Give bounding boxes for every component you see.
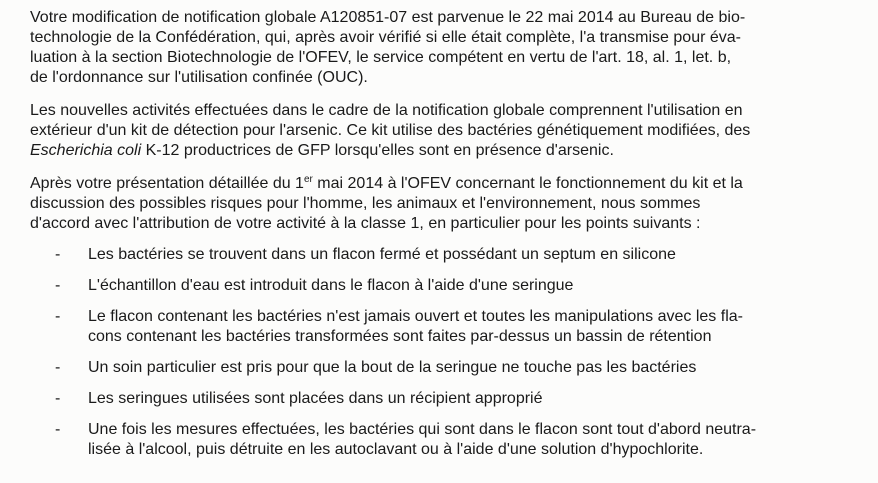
text-fragment: Après votre présentation détaillée du 1 [30,175,304,192]
text-line: Les seringues utilisées sont placées dans un récipient approprié [88,390,543,407]
text-line: Un soin particulier est pris pour que la bout de la seringue ne touche pas les bactéries [88,359,697,376]
list-item-text [88,245,870,265]
list-item [30,358,870,378]
text-line: luation à la section Biotechnologie de l'OFEV, le service compétent en vertu de l'art. 18, al. 1, let. b, [30,49,732,66]
list-item [30,245,870,265]
text-line: extérieur d'un kit de détection pour l'arsenic. Ce kit utilise des bactéries génétiquement modifiées, des [30,122,751,139]
text-line: Le flacon contenant les bactéries n'est jamais ouvert et toutes les manipulations avec les fla- [88,308,743,325]
text-line: d'accord avec l'attribution de votre activité à la classe 1, en particulier pour les points suivants : [30,215,701,232]
list-item-text [88,276,870,296]
species-name: Escherichia coli [30,142,142,159]
bullet-dash: - [55,308,61,325]
bullet-dash: - [55,359,61,376]
list-item [30,276,870,296]
list-item-text [88,307,870,347]
list-item [30,307,870,347]
list-item-text [88,358,870,378]
bullet-dash: - [55,421,61,438]
text-line: lisée à l'alcool, puis détruite en les autoclavant ou à l'aide d'une solution d'hypochlorite. [88,441,704,458]
text-fragment: mai 2014 à l'OFEV concernant le fonctionnement du kit et la [312,175,743,192]
text-line: Une fois les mesures effectuées, les bactéries qui sont dans le flacon sont tout d'abord neutra- [88,421,757,438]
list-item-text [88,389,870,409]
bullet-dash: - [55,246,61,263]
text-line: technologie de la Confédération, qui, après avoir vérifié si elle était complète, l'a transmise pour éva- [30,29,741,46]
paragraph-agreement [30,174,870,234]
list-item [30,420,870,460]
text-line: cons contenant les bactéries transformées sont faites par-dessus un bassin de rétention [88,328,712,345]
list-item-text [88,420,870,460]
text-line [30,174,870,194]
text-line: Les nouvelles activités effectuées dans le cadre de la notification globale comprennent l'utilisation en [30,102,743,119]
list-item [30,389,870,409]
text-line: de l'ordonnance sur l'utilisation confinée (OUC). [30,69,368,86]
text-line [30,141,870,161]
paragraph-new-activities [30,101,870,161]
text-line: Les bactéries se trouvent dans un flacon fermé et possédant un septum en silicone [88,246,676,263]
paragraph-notification-received [30,8,870,88]
ordinal-superscript: er [303,174,313,185]
text-line: L'échantillon d'eau est introduit dans le flacon à l'aide d'une seringue [88,277,574,294]
text-line: Votre modification de notification globale A120851-07 est parvenue le 22 mai 2014 au Bureau de bio- [30,9,746,26]
text-line: discussion des possibles risques pour l'homme, les animaux et l'environnement, nous sommes [30,195,701,212]
text-fragment: K-12 productrices de GFP lorsqu'elles sont en présence d'arsenic. [141,142,614,159]
bullet-dash: - [55,390,61,407]
conditions-list [30,245,870,471]
bullet-dash: - [55,277,61,294]
